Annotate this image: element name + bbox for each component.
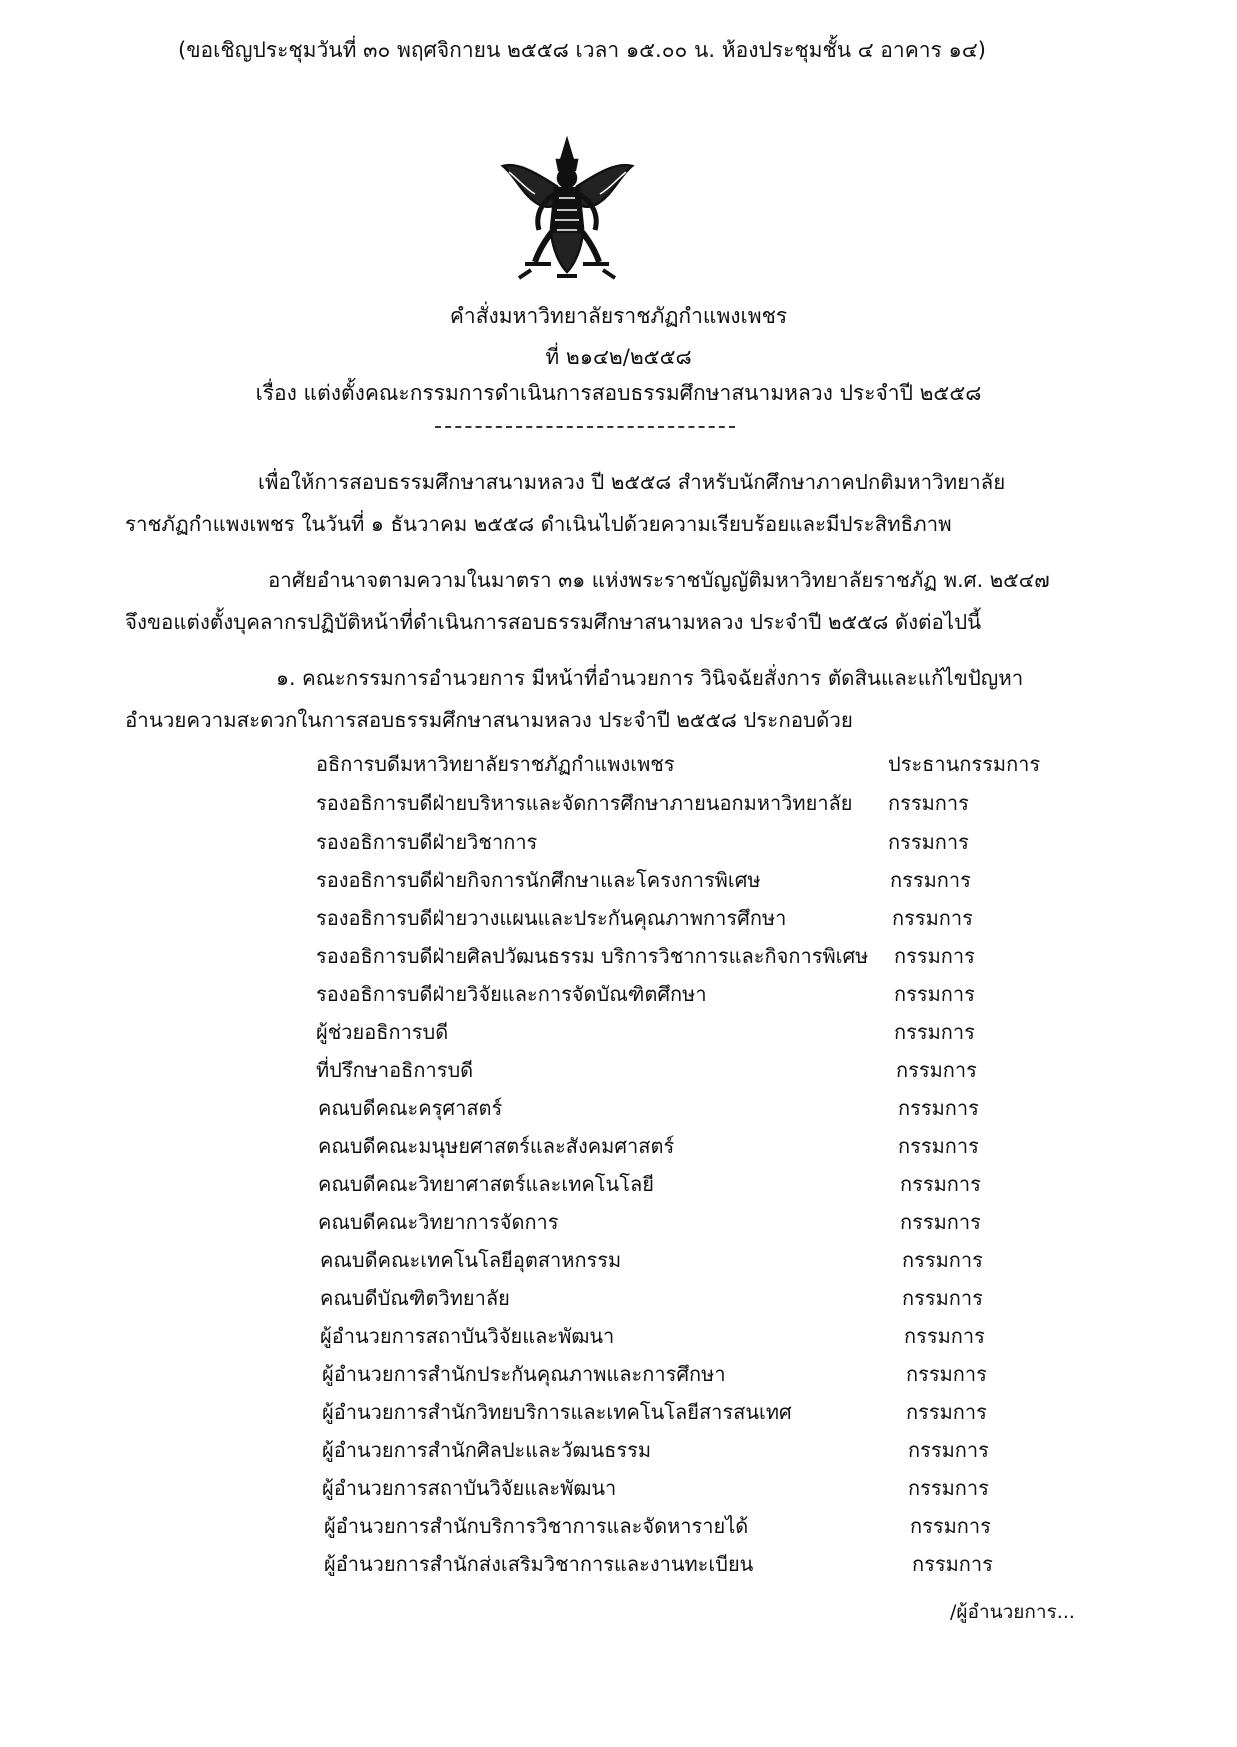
title-divider bbox=[435, 426, 735, 428]
paragraph-1-line-1: เพื่อให้การสอบธรรมศึกษาสนามหลวง ปี ๒๕๕๘ สำหรับนักศึกษาภาคปกติมหาวิทยาลัย bbox=[258, 470, 1006, 494]
paragraph-1-line-2: ราชภัฏกำแพงเพชร ในวันที่ ๑ ธันวาคม ๒๕๕๘ ดำเนินไปด้วยความเรียบร้อยและมีประสิทธิภาพ bbox=[125, 512, 952, 536]
meeting-invitation-note: (ขอเชิญประชุมวันที่ ๓๐ พฤศจิกายน ๒๕๕๘ เวลา ๑๕.๐๐ น. ห้องประชุมชั้น ๔ อาคาร ๑๔) bbox=[178, 38, 986, 62]
order-subject: เรื่อง แต่งตั้งคณะกรรมการดำเนินการสอบธรรมศึกษาสนามหลวง ประจำปี ๒๕๕๘ bbox=[255, 381, 982, 405]
order-title: คำสั่งมหาวิทยาลัยราชภัฏกำแพงเพชร bbox=[449, 304, 788, 328]
paragraph-2-line-1: อาศัยอำนาจตามความในมาตรา ๓๑ แห่งพระราชบัญญัติมหาวิทยาลัยราชภัฏ พ.ศ. ๒๕๔๗ bbox=[268, 568, 1050, 592]
section-1-line-1: ๑. คณะกรรมการอำนวยการ มีหน้าที่อำนวยการ วินิจฉัยสั่งการ ตัดสินและแก้ไขปัญหา bbox=[276, 666, 1024, 690]
garuda-emblem-icon bbox=[495, 132, 640, 287]
section-1-line-2: อำนวยความสะดวกในการสอบธรรมศึกษาสนามหลวง ประจำปี ๒๕๕๘ ประกอบด้วย bbox=[125, 708, 853, 732]
page-continuation-marker: /ผู้อำนวยการ... bbox=[950, 1601, 1075, 1623]
order-number: ที่ ๒๑๔๒/๒๕๕๘ bbox=[545, 345, 692, 369]
document-page: (ขอเชิญประชุมวันที่ ๓๐ พฤศจิกายน ๒๕๕๘ เวลา ๑๕.๐๐ น. ห้องประชุมชั้น ๔ อาคาร ๑๔) คำสั่งมหาวิทยาลัยราชภัฏกำแพงเพชร ที่ ๒๑๔๒/๒๕๕๘ เรื่อง แต่งตั้งคณะกรรมการดำเนินการสอบธรรมศึกษาสนามหลวง ประจำปี ๒๕๕๘ เพื่อให้การสอบธรรมศึกษาสนามหลวง ปี ๒๕๕๘ สำหรับนักศึกษาภาคปกติมหาวิทยาลัย ราชภัฏกำแพงเพชร ในวันที่ ๑ ธันวาคม ๒๕๕๘ ดำเนินไปด้วยความเรียบร้อยและมีประสิทธิภาพ อาศัยอำนาจตามความในมาตรา ๓๑ แห่งพระราชบัญญัติมหาวิทยาลัยราชภัฏ พ.ศ. ๒๕๔๗ จึงขอแต่งตั้งบุคลากรปฏิบัติหน้าที่ดำเนินการสอบธรรมศึกษาสนามหลวง ประจำปี ๒๕๕๘ ดังต่อไปนี้ ๑. คณะกรรมการอำนวยการ มีหน้าที่อำนวยการ วินิจฉัยสั่งการ ตัดสินและแก้ไขปัญหา อำนวยความสะดวกในการสอบธรรมศึกษาสนามหลวง ประจำปี ๒๕๕๘ ประกอบด้วย อธิการบดีมหาวิทยาลัยราชภัฏกำแพงเพชร ประธานกรรมการ รองอธิการบดีฝ่ายบริหารและจัดการศึกษาภายนอกมหาวิทยาลัย กรรมการ รองอธิการบดีฝ่ายวิชาการ กรรมการ รองอธิการบดีฝ่ายกิจการนักศึกษาและโครงการพิเศษ กรรมการ รองอธิการบดีฝ่ายวางแผนและประกันคุณภาพการศึกษา กรรมการ รองอธิการบดีฝ่ายศิลปวัฒนธรรม บริการวิชาการและกิจการพิเศษ กรรมการ รองอธิการบดีฝ่ายวิจัยและการจัดบัณฑิตศึกษา กรรมการ ผู้ช่วยอธิการบดี กรรมการ ที่ปรึกษาอธิการบดี กรรมการ คณบดีคณะครุศาสตร์ กรรมการ คณบดีคณะมนุษยศาสตร์และสังคมศาสตร์ กรรมการ คณบดีคณะวิทยาศาสตร์และเทคโนโลยี กรรมการ คณบดีคณะวิทยาการจัดการ กรรมการ คณบดีคณะเทคโนโลยีอุตสาหกรรม กรรมการ คณบดีบัณฑิตวิทยาลัย กรรมการ ผู้อำนวยการสถาบันวิจัยและพัฒนา กรรมการ ผู้อำนวยการสำนักประกันคุณภาพและการศึกษา กรรมการ ผู้อำนวยการสำนักวิทยบริการและเทคโนโลยีสารสนเทศ กรรมการ ผู้อำนวยการสำนักศิลปะและวัฒนธรรม กรรมการ ผู้อำนวยการสถาบันวิจัยและพัฒนา กรรมการ ผู้อำนวยการสำนักบริการวิชาการและจัดหารายได้ กรรมการ ผู้อำนวยการสำนักส่งเสริมวิชาการและงานทะเบียน กรรมการ /ผู้อำนวยการ... bbox=[0, 0, 1237, 1747]
paragraph-2-line-2: จึงขอแต่งตั้งบุคลากรปฏิบัติหน้าที่ดำเนินการสอบธรรมศึกษาสนามหลวง ประจำปี ๒๕๕๘ ดังต่อไปนี้ bbox=[125, 610, 982, 634]
